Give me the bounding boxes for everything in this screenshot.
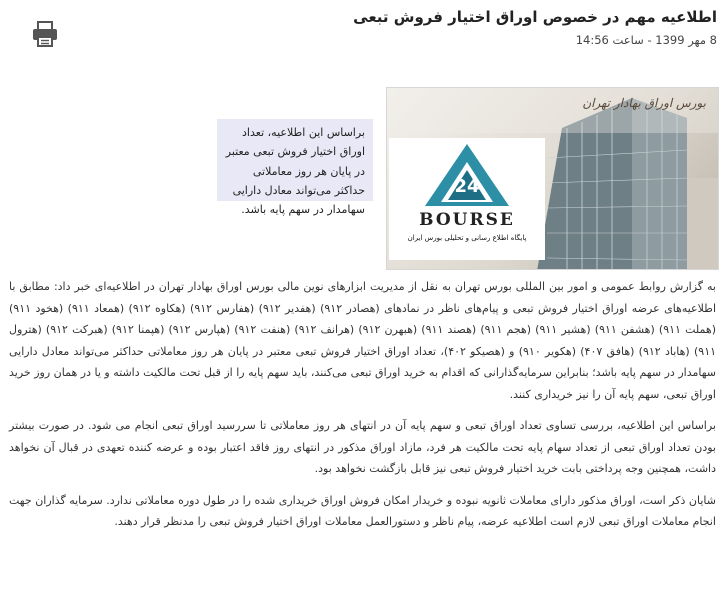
article-title: اطلاعیه مهم در خصوص اوراق اختیار فروش تبعی [353, 8, 717, 26]
bourse-logo [389, 138, 545, 260]
article-date: 8 مهر 1399 - ساعت 14:56 [575, 33, 717, 47]
logo-number: 24 [454, 176, 480, 197]
body-paragraph: به گزارش روابط عمومی و امور بین المللی بورس تهران به نقل از مدیریت ابزارهای نوین مالی بورس اوراق بهادار تهران در اطلاعیه‌ای خبر داد: مطابق با اطلاعیه‌های عرضه اوراق اختیار فروش تبعی و پیام‌های ناظر در نمادهای (هصادر ۹۱۲) (هفدیر ۹۱۲) (هفارس ۹۱۲) (هکاوه ۹۱۲) (همعاد ۹۱۱) (هخود ۹۱۱) (هملت ۹۱۱) (هشفن ۹۱۱) (هشیر ۹۱۱) (هجم ۹۱۱) (هصند ۹۱۱) (هبهرن ۹۱۲) (هرانف ۹۱۲) (هنفت ۹۱۲) (هپارس ۹۱۲) (هپمنا ۹۱۲) (هبرکت ۹۱۲) (هترول ۹۱۱) (هاباد ۹۱۲) (هافق ۴۰۷) (هکویر ۹۱۰) و (هصیکو ۴۰۲)، تعداد اوراق اختیار فروش تبعی معتبر در پایان هر روز معاملاتی حداکثر می‌تواند معادل دارایی سهامدار در سهم پایه باشد؛ بنابراین سرمایه‌گذارانی که اقدام به خرید اوراق تبعی می‌کنند، باید سهم پایه را از قبل تحت مالکیت داشته و یا در همان روز خرید اوراق تبعی، سهم پایه آن را نیز خریداری کنند. [9, 280, 717, 401]
logo-mark [389, 138, 545, 210]
hero-caption: بورس اوراق بهادار تهران [582, 96, 706, 110]
logo-word: BOURSE [419, 210, 515, 230]
body-paragraph: شایان ذکر است، اوراق مذکور دارای معاملات ثانویه نبوده و خریدار امکان فروش اوراق خریداری شده را در طول دوره معاملاتی ندارد. سرمایه گذاران جهت انجام معاملات اوراق تبعی لازم است اطلاعیه عرضه، پیام ناظر و دستورالعمل معاملات اوراق اختیار فروش تبعی را مدنظر قرار دهند. [9, 493, 716, 528]
article-summary: براساس این اطلاعیه، تعداد اوراق اختیار فروش تبعی معتبر در پایان هر روز معاملاتی حداکثر می‌تواند معادل دارایی سهامدار در سهم پایه باشد. [217, 119, 373, 201]
article-body [9, 276, 716, 543]
body-paragraph: براساس این اطلاعیه، بررسی تساوی تعداد اوراق تبعی و سهم پایه آن در انتهای هر روز معاملاتی تا سررسید اوراق تبعی انجام می شود. در صورت بیشتر بودن تعداد اوراق تبعی از تعداد سهام پایه تحت مالکیت هر فرد، مازاد اوراق مذکور در انتهای روز فاقد اعتبار بوده و عرضه کننده تعهدی در قبال آن نخواهد داشت، همچنین وجه پرداختی بابت خرید اختیار فروش تبعی نیز قابل بازگشت نخواهد بود. [9, 419, 716, 475]
logo-tagline: پایگاه اطلاع رسانی و تحلیلی بورس ایران [407, 234, 527, 242]
print-icon[interactable] [30, 19, 60, 49]
article-hero-image [386, 87, 719, 270]
